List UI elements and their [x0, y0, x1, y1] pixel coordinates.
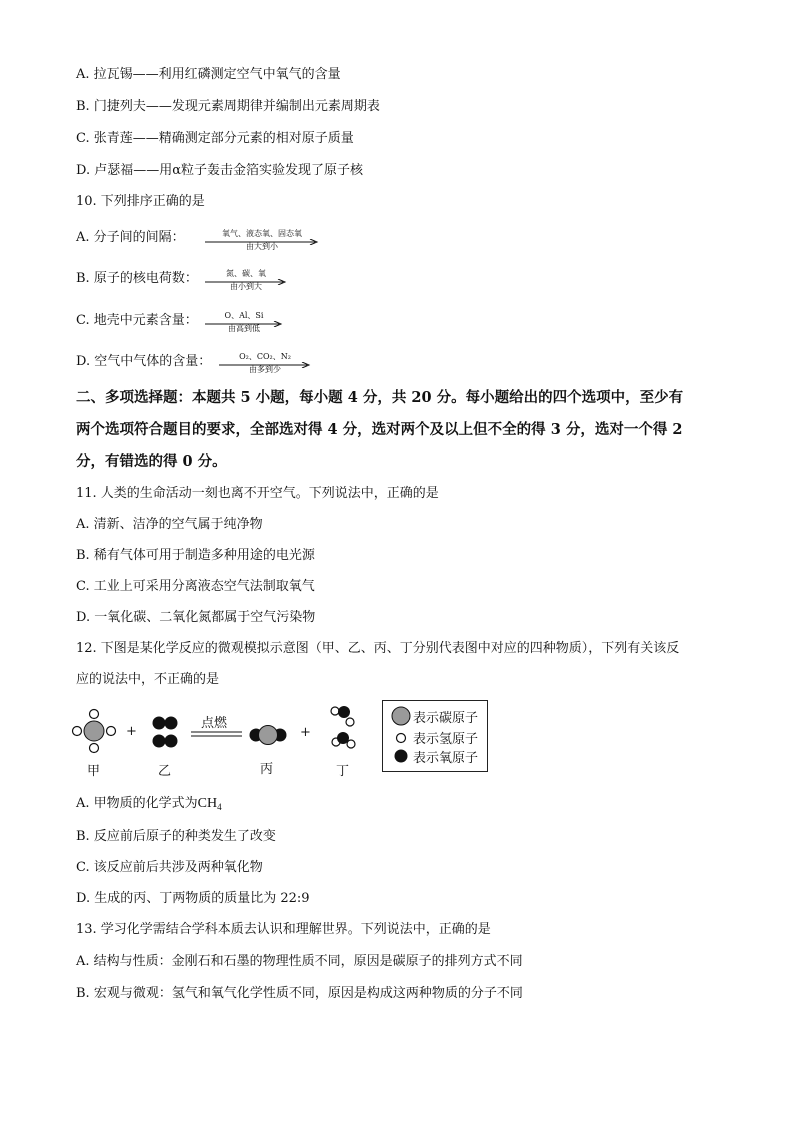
q12-stem-line1: 12. 下图是某化学反应的微观模拟示意图（甲、乙、丙、丁分别代表图中对应的四种物质），下列有关该反 [76, 641, 680, 656]
q10-option-c [76, 312, 198, 330]
q10-option-d-label: D. 空气中气体的含量： [76, 354, 212, 369]
q10-a-arrow-top: 氧气、液态氧、固态氧 [222, 229, 302, 238]
q10-b-arrow-top: 氮、碳、氧 [226, 269, 266, 278]
formula-ch: CH [197, 796, 218, 811]
methane-molecule [73, 710, 116, 753]
q12-stem-line2: 应的说法中，不正确的是 [76, 672, 220, 687]
label-bing: 丙 [260, 762, 274, 777]
carbon-atom-icon [392, 707, 410, 725]
legend-box [382, 700, 488, 772]
q10-b-arrow [205, 269, 287, 291]
q11-option-b: B. 稀有气体可用于制造多种用途的电光源 [76, 548, 315, 563]
label-jia: 甲 [87, 764, 101, 779]
q12-option-d: D. 生成的丙、丁两物质的质量比为 22:9 [76, 891, 310, 906]
q10-option-d [76, 353, 211, 371]
legend-hydrogen: 表示氢原子 [413, 732, 479, 747]
label-yi: 乙 [158, 764, 172, 779]
plus-sign-2: + [300, 725, 311, 740]
reaction-condition: 点燃 [201, 716, 228, 731]
hydrogen-atom [90, 710, 99, 719]
q12-option-c: C. 该反应前后共涉及两种氧化物 [76, 860, 263, 875]
formula-ch4 [198, 796, 222, 811]
hydrogen-atom [347, 740, 355, 748]
q13-stem: 13. 学习化学需结合学科本质去认识和理解世界。下列说法中，正确的是 [76, 922, 491, 937]
q10-option-b-label: B. 原子的核电荷数： [76, 271, 198, 286]
legend-symbols [389, 705, 413, 769]
plus-sign-1: + [126, 724, 137, 739]
q9-option-b: B. 门捷列夫——发现元素周期律并编制出元素周期表 [76, 99, 380, 114]
q13-option-b: B. 宏观与微观：氢气和氧气化学性质不同，原因是构成这两种物质的分子不同 [76, 986, 523, 1001]
q10-option-c-label: C. 地壳中元素含量： [76, 313, 198, 328]
q11-option-d: D. 一氧化碳、二氧化氮都属于空气污染物 [76, 610, 316, 625]
oxygen-atom-icon [395, 750, 408, 763]
hydrogen-atom [107, 727, 116, 736]
section2-line2: 两个选项符合题目的要求，全部选对得 4 分，选对两个及以上但不全的得 3 分，选对一个得 2 [76, 421, 683, 438]
hydrogen-atom [331, 707, 339, 715]
q11-option-a: A. 清新、洁净的空气属于纯净物 [76, 517, 263, 532]
oxygen-molecules [153, 717, 178, 748]
q10-option-a-label: A. 分子间的间隔： [76, 230, 185, 245]
q10-d-arrow-top: O₂、CO₂、N₂ [239, 352, 291, 361]
section2-line1: 二、多项选择题：本题共 5 小题，每小题 4 分，共 20 分。每小题给出的四个选项中，至少有 [76, 389, 684, 406]
water-molecules [331, 706, 355, 748]
q10-c-arrow [205, 311, 283, 333]
q11-stem: 11. 人类的生命活动一刻也离不开空气。下列说法中，正确的是 [76, 486, 439, 501]
oxygen-atom [153, 735, 166, 748]
q10-stem: 10. 下列排序正确的是 [76, 194, 205, 209]
q10-d-arrow-bottom: 由多到少 [249, 365, 281, 374]
q10-b-arrow-bottom: 由小到大 [230, 282, 262, 291]
section2-line3: 分，有错选的得 0 分。 [76, 453, 227, 470]
q12-option-a [76, 795, 222, 816]
q12-option-a-text: A. 甲物质的化学式为 [76, 796, 198, 811]
hydrogen-atom [73, 727, 82, 736]
q10-c-arrow-bottom: 由高到低 [228, 324, 260, 333]
hydrogen-atom [90, 744, 99, 753]
q9-option-c: C. 张青莲——精确测定部分元素的相对原子质量 [76, 131, 354, 146]
q10-d-arrow [219, 352, 311, 374]
oxygen-atom [165, 735, 178, 748]
legend-carbon: 表示碳原子 [413, 711, 479, 726]
q10-a-arrow-bottom: 由大到小 [246, 242, 278, 251]
carbon-atom [84, 721, 104, 741]
oxygen-atom [338, 706, 350, 718]
q10-c-arrow-top: O、Al、Si [224, 311, 264, 320]
q13-option-a: A. 结构与性质：金刚石和石墨的物理性质不同，原因是碳原子的排列方式不同 [76, 954, 523, 969]
oxygen-atom [153, 717, 166, 730]
hydrogen-atom [346, 718, 354, 726]
hydrogen-atom-icon [397, 734, 406, 743]
q10-option-b [76, 270, 198, 288]
carbon-dioxide-molecule [250, 726, 287, 745]
carbon-atom [259, 726, 278, 745]
q10-a-arrow [205, 229, 319, 251]
label-ding: 丁 [336, 764, 350, 779]
legend-oxygen: 表示氧原子 [413, 751, 479, 766]
q9-option-d: D. 卢瑟福——用α粒子轰击金箔实验发现了原子核 [76, 163, 364, 178]
oxygen-atom [165, 717, 178, 730]
q12-option-b: B. 反应前后原子的种类发生了改变 [76, 829, 276, 844]
formula-subscript: 4 [217, 802, 222, 812]
oxygen-atom [337, 732, 349, 744]
q9-option-a: A. 拉瓦锡——利用红磷测定空气中氧气的含量 [76, 67, 341, 82]
q11-option-c: C. 工业上可采用分离液态空气法制取氧气 [76, 579, 315, 594]
q10-option-a [76, 229, 185, 247]
